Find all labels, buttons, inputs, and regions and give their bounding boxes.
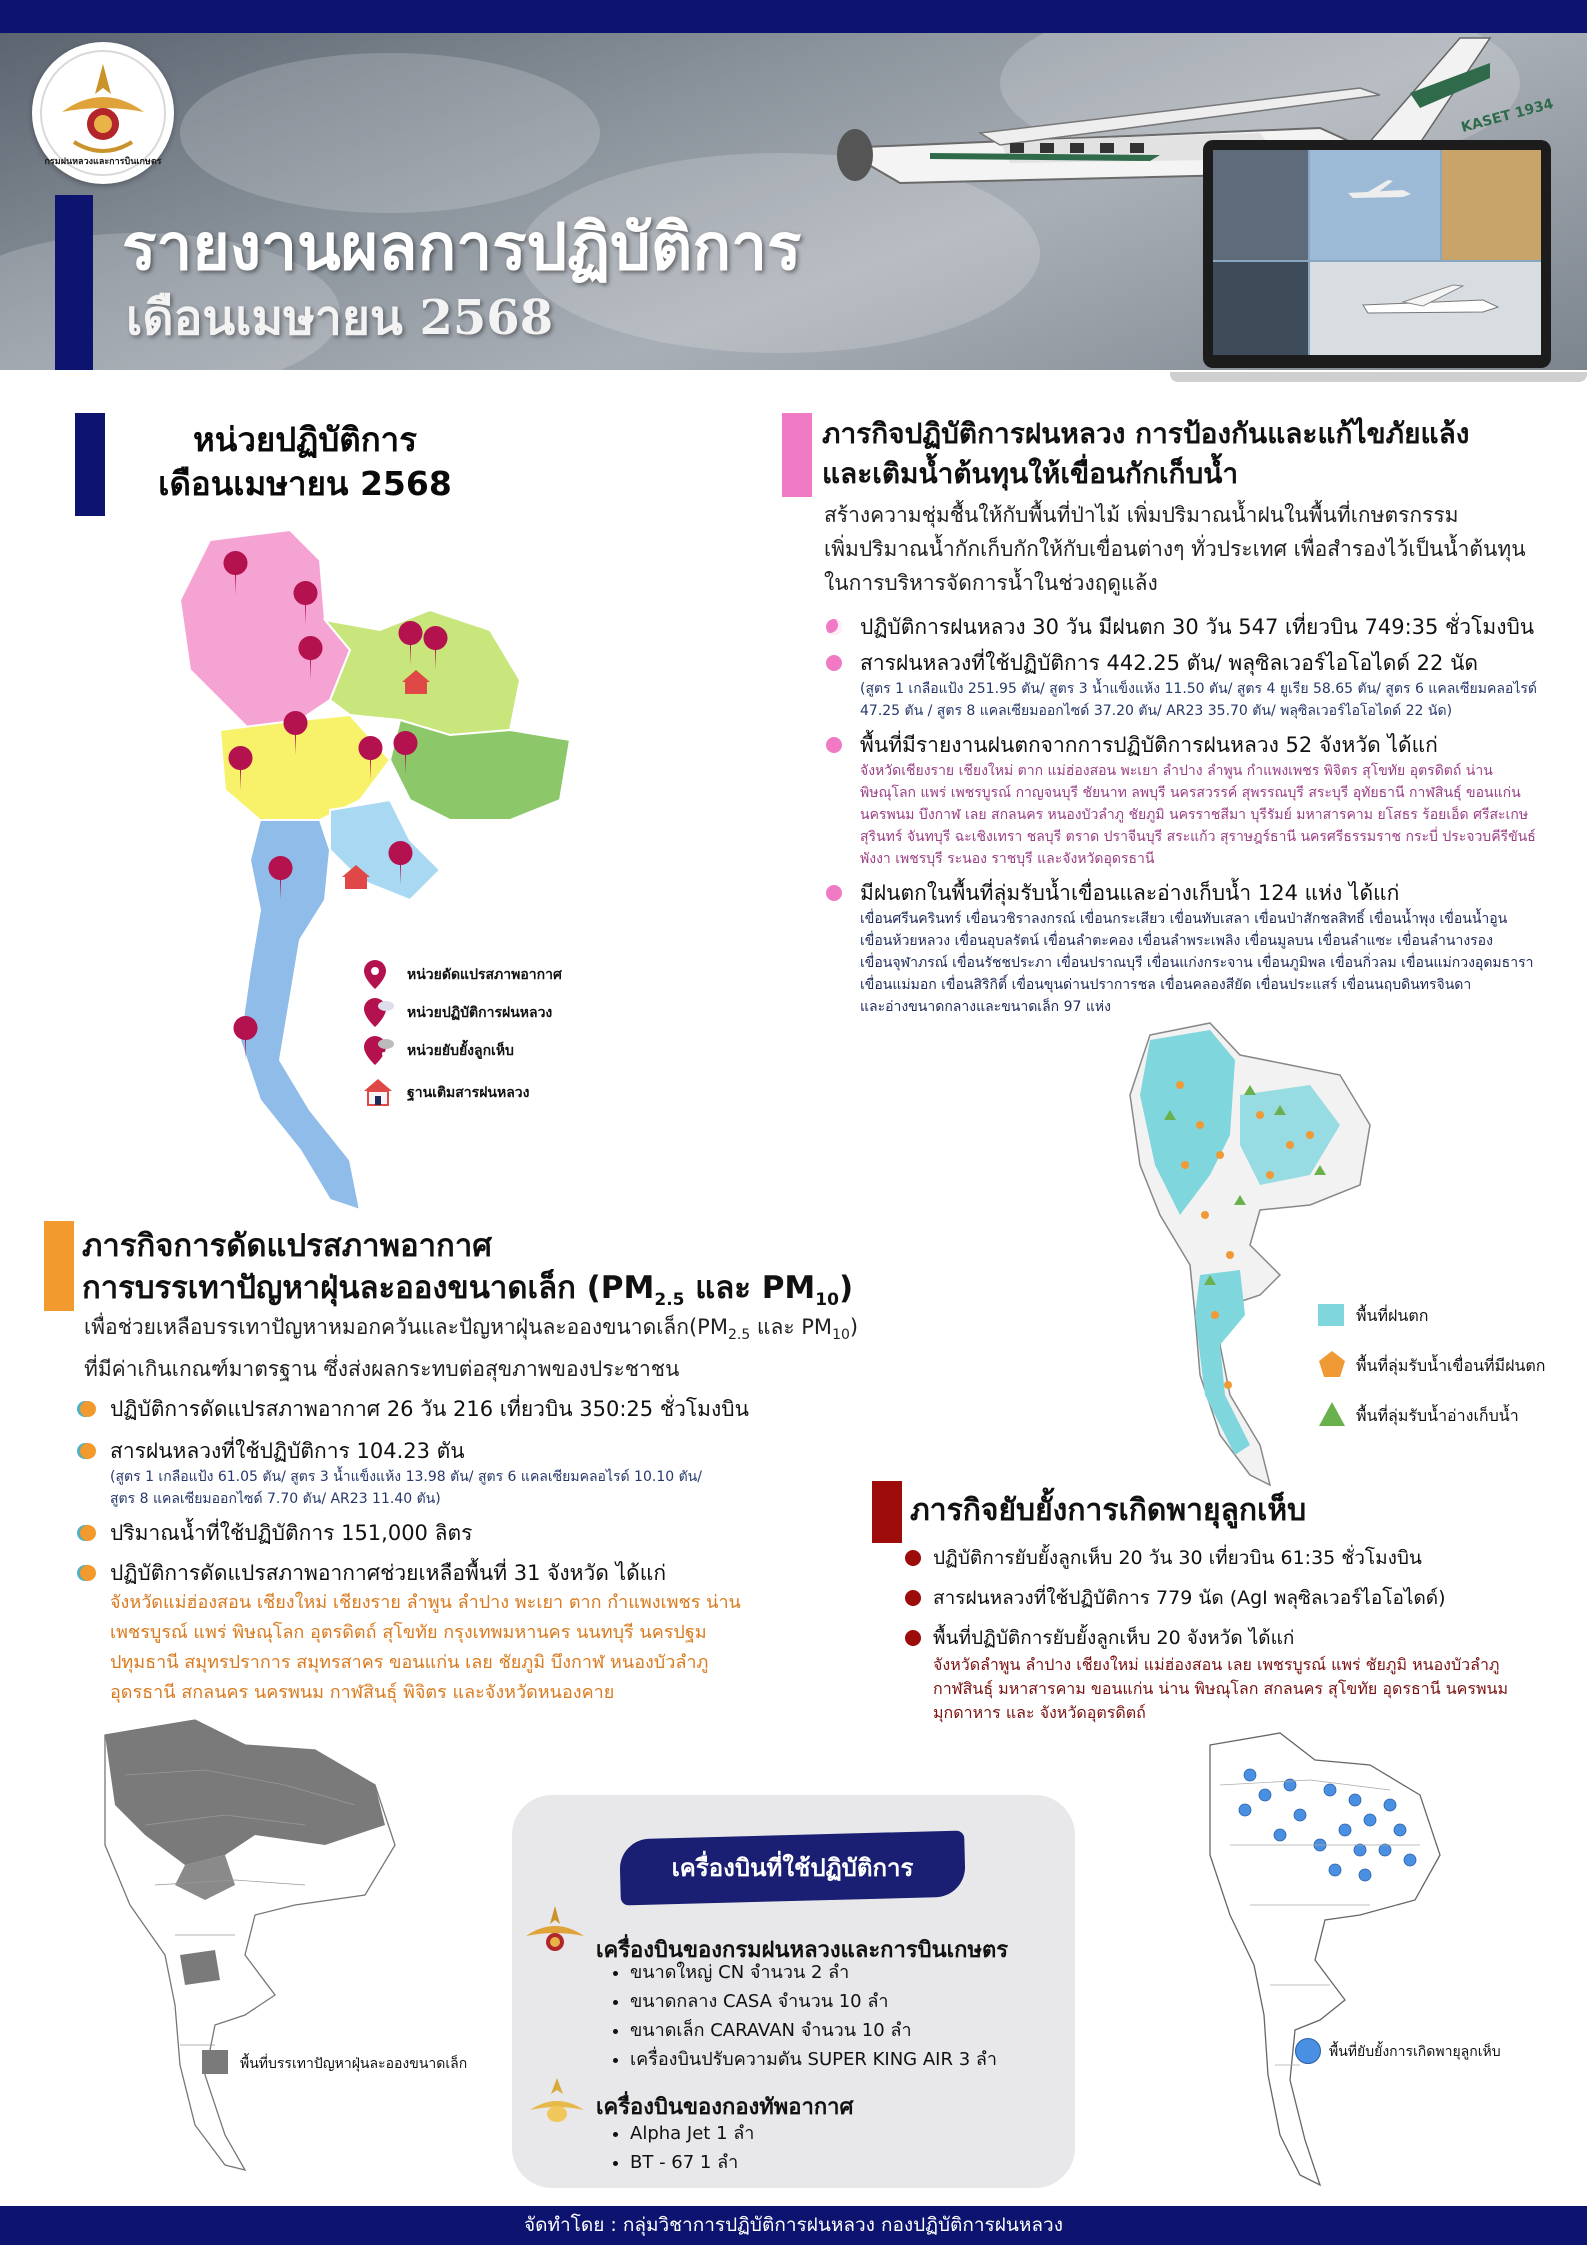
air-force-emblem-icon — [524, 2074, 590, 2130]
haze-item — [80, 1436, 940, 1510]
orange-bullet-icon — [80, 1565, 96, 1581]
rain-mission-heading — [822, 414, 1562, 494]
subscript: 2.5 — [654, 1290, 685, 1311]
haze-heading-text: การบรรเทาปัญหาฝุ่นละอองขนาดเล็ก (PM — [82, 1270, 655, 1306]
dam-line: เขื่อนแม่มอก เขื่อนสิริกิติ์ เขื่อนขุนด่านปราการชล เขื่อนคลองสียัด เขื่อนประแสร์ เขื่อนนฤบดินทรจินดา — [860, 977, 1472, 993]
rain-province-line: พังงา เพชรบุรี ระนอง ราชบุรี และจังหวัดอุดรธานี — [860, 851, 1155, 867]
haze-lead — [84, 1310, 944, 1386]
triangle-swatch-icon — [1318, 1400, 1346, 1428]
orange-bullet-icon — [80, 1443, 96, 1459]
laptop-photo — [1203, 140, 1551, 368]
haze-item — [80, 1518, 940, 1548]
rain-item — [824, 648, 1564, 722]
subscript: 10 — [815, 1290, 839, 1311]
legend-label: พื้นที่ลุ่มรับน้ำเขื่อนที่มีฝนตก — [1356, 1356, 1546, 1375]
rain-heading-line1: ภารกิจปฏิบัติการฝนหลวง การป้องกันและแก้ไขภัยแล้ง — [822, 417, 1470, 450]
rain-item-text: ปฏิบัติการฝนหลวง 30 วัน มีฝนตก 30 วัน 547 เที่ยวบิน 749:35 ชั่วโมงบิน — [860, 615, 1535, 639]
department-emblem-icon — [522, 1902, 588, 1962]
rain-item-text: พื้นที่มีรายงานฝนตกจากการปฏิบัติการฝนหลวง 52 จังหวัด ได้แก่ — [860, 733, 1438, 757]
subscript: 10 — [832, 1327, 850, 1344]
rain-item-note: (สูตร 1 เกลือแป้ง 251.95 ตัน/ สูตร 3 น้ำแข็งแห้ง 11.50 ตัน/ สูตร 4 ยูเรีย 58.65 ตัน/ สูตร 6 แคลเซียมคลอไรด์ — [860, 681, 1537, 697]
rain-province-line: นครพนม บึงกาฬ เลย สกลนคร หนองบัวลำภู ชัยภูมิ นครราชสีมา บุรีรัมย์ มหาสารคาม ยโสธร ร้อยเอ็ด ศรีสะเกษ — [860, 807, 1529, 823]
haze-lead-line1 — [84, 1310, 944, 1352]
page-title: รายงานผลการปฏิบัติการ — [122, 210, 802, 285]
aircraft-group1-title: เครื่องบินของกรมฝนหลวงและการบินเกษตร — [596, 1938, 1009, 1963]
haze-heading-text: ) — [838, 1270, 854, 1306]
rain-lead-line1: สร้างความชุ่มชื้นให้กับพื้นที่ป่าไม้ เพิ่มปริมาณน้ำฝนในพื้นที่เกษตรกรรม — [824, 503, 1459, 527]
laptop-base — [1170, 372, 1587, 382]
hail-province-line: จังหวัดลำพูน ลำปาง เชียงใหม่ แม่ฮ่องสอน เลย เพชรบูรณ์ แพร่ ชัยภูมิ หนองบัวลำภู — [933, 1655, 1500, 1674]
rain-items — [824, 612, 1564, 1018]
aircraft-item: • BT - 67 1 ลำ — [630, 2148, 754, 2177]
hero-accent-bar — [55, 195, 93, 370]
page-subtitle: เดือนเมษายน 2568 — [126, 290, 554, 346]
house-icon — [362, 1076, 394, 1108]
rain-item — [824, 878, 1564, 1018]
dam-line: เขื่อนห้วยหลวง เขื่อนอุบลรัตน์ เขื่อนลำตะคอง เขื่อนลำพระเพลิง เขื่อนมูลบน เขื่อนลำแซะ เขื่อนลำนางรอง — [860, 933, 1493, 949]
footer-credit: จัดทำโดย : กลุ่มวิชาการปฏิบัติการฝนหลวง กองปฏิบัติการฝนหลวง — [0, 2206, 1587, 2245]
pin-icon — [362, 958, 388, 990]
legend-label: พื้นที่บรรเทาปัญหาฝุ่นละอองขนาดเล็ก — [240, 2056, 468, 2072]
aircraft-item: • Alpha Jet 1 ลำ — [630, 2119, 754, 2148]
haze-item-text: ปฏิบัติการดัดแปรสภาพอากาศช่วยเหลือพื้นที่ 31 จังหวัด ได้แก่ — [110, 1561, 667, 1585]
hail-province-line: มุกดาหาร และ จังหวัดอุตรดิตถ์ — [933, 1703, 1146, 1722]
aircraft-group2-list — [600, 2119, 754, 2177]
hail-area-map — [1190, 1725, 1450, 2190]
aircraft-item: • เครื่องบินปรับความดัน SUPER KING AIR 3 ลำ — [630, 2045, 997, 2074]
rain-item — [824, 612, 1564, 642]
legend-label: พื้นที่ฝนตก — [1356, 1306, 1429, 1325]
orange-bullet-icon — [80, 1525, 96, 1541]
units-heading-line1: หน่วยปฏิบัติการ — [193, 420, 417, 459]
units-heading-line2: เดือนเมษายน 2568 — [158, 464, 452, 503]
haze-lead-line2: ที่มีค่าเกินเกณฑ์มาตรฐาน ซึ่งส่งผลกระทบต่อสุขภาพของประชาชน — [84, 1357, 680, 1382]
aircraft-item: • ขนาดกลาง CASA จำนวน 10 ลำ — [630, 1987, 997, 2016]
haze-lead-text: ) — [849, 1315, 859, 1339]
legend-label: หน่วยดัดแปรสภาพอากาศ — [407, 967, 562, 983]
hail-province-line: กาฬสินธุ์ มหาสารคาม ขอนแก่น น่าน พิษณุโลก สกลนคร สุโขทัย อุดรธานี นครพนม — [933, 1679, 1508, 1698]
rain-lead-line2: เพิ่มปริมาณน้ำกักเก็บกักให้กับเขื่อนต่างๆ ทั่วประเทศ เพื่อสำรองไว้เป็นน้ำต้นทุน — [824, 537, 1526, 561]
hail-mission-heading: ภารกิจยับยั้งการเกิดพายุลูกเห็บ — [910, 1493, 1307, 1528]
pink-bullet-icon — [826, 619, 842, 635]
legend-label: พื้นที่ยับยั้งการเกิดพายุลูกเห็บ — [1329, 2044, 1501, 2060]
units-thailand-map — [150, 520, 590, 1220]
top-bar — [0, 0, 1587, 33]
hail-items — [905, 1543, 1555, 1725]
haze-item — [80, 1394, 940, 1424]
haze-item — [80, 1558, 940, 1708]
legend-label: หน่วยปฏิบัติการฝนหลวง — [407, 1005, 553, 1021]
orange-bullet-icon — [80, 1401, 96, 1417]
aircraft-item: • ขนาดเล็ก CARAVAN จำนวน 10 ลำ — [630, 2016, 997, 2045]
rain-lead-line3: ในการบริหารจัดการน้ำในช่วงฤดูแล้ง — [824, 571, 1158, 595]
haze-province-line: เพชรบูรณ์ แพร่ พิษณุโลก อุตรดิตถ์ สุโขทัย กรุงเทพมหานคร นนทบุรี นครปฐม — [110, 1622, 707, 1643]
haze-heading-text: และ PM — [684, 1270, 816, 1306]
haze-item-note: (สูตร 1 เกลือแป้ง 61.05 ตัน/ สูตร 3 น้ำแข็งแห้ง 13.98 ตัน/ สูตร 6 แคลเซียมคลอไรด์ 10.10 ตัน/ — [110, 1469, 702, 1485]
haze-province-line: จังหวัดแม่ฮ่องสอน เชียงใหม่ เชียงราย ลำพูน ลำปาง พะเยา ตาก กำแพงเพชร น่าน — [110, 1592, 741, 1613]
haze-lead-text: เพื่อช่วยเหลือบรรเทาปัญหาหมอกควันและปัญหาฝุ่นละอองขนาดเล็ก(PM — [84, 1315, 728, 1339]
hail-item — [905, 1583, 1555, 1613]
haze-item-text: ปฏิบัติการดัดแปรสภาพอากาศ 26 วัน 216 เที่ยวบิน 350:25 ชั่วโมงบิน — [110, 1397, 749, 1421]
red-bullet-icon — [905, 1550, 921, 1566]
haze-area-map — [85, 1715, 415, 2175]
aircraft-item: • ขนาดใหญ่ CN จำนวน 2 ลำ — [630, 1958, 997, 1987]
aircraft-title: เครื่องบินที่ใช้ปฏิบัติการ — [671, 1854, 914, 1882]
rain-area-map — [1110, 1015, 1390, 1495]
haze-province-line: ปทุมธานี สมุทรปราการ สมุทรสาคร ขอนแก่น เลย ชัยภูมิ บึงกาฬ หนองบัวลำภู — [110, 1652, 709, 1673]
pink-bullet-icon — [826, 885, 842, 901]
red-bullet-icon — [905, 1630, 921, 1646]
dam-line: และอ่างขนาดกลางและขนาดเล็ก 97 แห่ง — [860, 999, 1111, 1015]
legend-label: พื้นที่ลุ่มรับน้ำอ่างเก็บน้ำ — [1356, 1406, 1519, 1425]
rain-item-text: สารฝนหลวงที่ใช้ปฏิบัติการ 442.25 ตัน/ พลุซิลเวอร์ไอโอไดด์ 22 นัด — [860, 651, 1479, 675]
rain-item-text: มีฝนตกในพื้นที่ลุ่มรับน้ำเขื่อนและอ่างเก็บน้ำ 124 แห่ง ได้แก่ — [860, 881, 1400, 905]
rain-heading-line2: และเติมน้ำต้นทุนให้เขื่อนกักเก็บน้ำ — [822, 457, 1239, 490]
haze-item-note: สูตร 8 แคลเซียมออกไซด์ 7.70 ตัน/ AR23 11.40 ตัน) — [110, 1491, 441, 1507]
rain-province-line: จังหวัดเชียงราย เชียงใหม่ ตาก แม่ฮ่องสอน พะเยา ลำปาง ลำพูน กำแพงเพชร พิจิตร สุโขทัย อุตรดิตถ์ น่าน — [860, 763, 1493, 779]
rain-item-note: 47.25 ตัน / สูตร 8 แคลเซียมออกไซด์ 37.20 ตัน/ AR23 35.70 ตัน/ พลุซิลเวอร์ไอโอไดด์ 22 นัด) — [860, 703, 1453, 719]
pin-cloud-icon — [362, 996, 394, 1028]
department-logo — [32, 42, 174, 184]
haze-items — [80, 1394, 940, 1708]
pin-hail-icon — [362, 1034, 394, 1066]
pentagon-swatch-icon — [1318, 1350, 1346, 1378]
pink-bullet-icon — [826, 737, 842, 753]
hail-item-text: สารฝนหลวงที่ใช้ปฏิบัติการ 779 นัด (AgI พลุซิลเวอร์ไอโอไดด์) — [933, 1587, 1446, 1609]
pink-bullet-icon — [826, 655, 842, 671]
dam-line: เขื่อนศรีนครินทร์ เขื่อนวชิราลงกรณ์ เขื่อนกระเสียว เขื่อนทับเสลา เขื่อนป่าสักชลสิทธิ์ เขื่อนน้ำพุง เขื่อนน้ำอูน — [860, 911, 1508, 927]
dam-line: เขื่อนจุฬาภรณ์ เขื่อนรัชชประภา เขื่อนปราณบุรี เขื่อนแก่งกระจาน เขื่อนภูมิพล เขื่อนกิ่วลม เขื่อนแม่กวงอุดมธารา — [860, 955, 1534, 971]
aircraft-group1-list — [600, 1958, 997, 2074]
hail-item — [905, 1543, 1555, 1573]
square-swatch-icon — [1318, 1304, 1344, 1326]
rain-province-line: สุรินทร์ จันทบุรี ฉะเชิงเทรา ชลบุรี ตราด ปราจีนบุรี สระแก้ว สุราษฎร์ธานี นครศรีธรรมราช กระบี่ ประจวบคีรีขันธ์ — [860, 829, 1536, 845]
aircraft-group2-title: เครื่องบินของกองทัพอากาศ — [596, 2095, 854, 2120]
rain-province-line: พิษณุโลก แพร่ เพชรบูรณ์ กาญจนบุรี ชัยนาท ลพบุรี นครสวรรค์ สุพรรณบุรี สระบุรี อุทัยธานี กาฬสินธุ์ ขอนแก่น — [860, 785, 1521, 801]
haze-province-line: อุดรธานี สกลนคร นครพนม กาฬสินธุ์ พิจิตร และจังหวัดหนองคาย — [110, 1682, 615, 1703]
legend-label: หน่วยยับยั้งลูกเห็บ — [407, 1043, 514, 1059]
rain-lead — [824, 498, 1564, 600]
hail-item-text: ปฏิบัติการยับยั้งลูกเห็บ 20 วัน 30 เที่ยวบิน 61:35 ชั่วโมงบิน — [933, 1547, 1422, 1569]
plane-tail-number: KASET 1934 — [1459, 96, 1556, 136]
rain-item — [824, 730, 1564, 870]
haze-mission-heading — [82, 1225, 942, 1321]
hail-accent-bar — [872, 1481, 902, 1543]
haze-item-text: สารฝนหลวงที่ใช้ปฏิบัติการ 104.23 ตัน — [110, 1439, 465, 1463]
subscript: 2.5 — [727, 1327, 751, 1344]
haze-item-text: ปริมาณน้ำที่ใช้ปฏิบัติการ 151,000 ลิตร — [110, 1521, 473, 1545]
logo-caption: กรมฝนหลวงและการบินเกษตร — [44, 157, 162, 167]
square-swatch-icon — [202, 2050, 228, 2074]
red-bullet-icon — [905, 1590, 921, 1606]
hail-item-text: พื้นที่ปฏิบัติการยับยั้งลูกเห็บ 20 จังหวัด ได้แก่ — [933, 1627, 1295, 1649]
circle-swatch-icon — [1295, 2038, 1321, 2064]
haze-lead-text: และ PM — [750, 1315, 833, 1339]
legend-label: ฐานเติมสารฝนหลวง — [407, 1085, 530, 1101]
units-heading — [110, 418, 500, 506]
haze-accent-bar — [44, 1221, 74, 1311]
hail-item — [905, 1623, 1555, 1725]
haze-heading-line1: ภารกิจการดัดแปรสภาพอากาศ — [82, 1228, 492, 1264]
rain-accent-bar — [782, 413, 812, 497]
units-accent-bar — [75, 413, 105, 516]
